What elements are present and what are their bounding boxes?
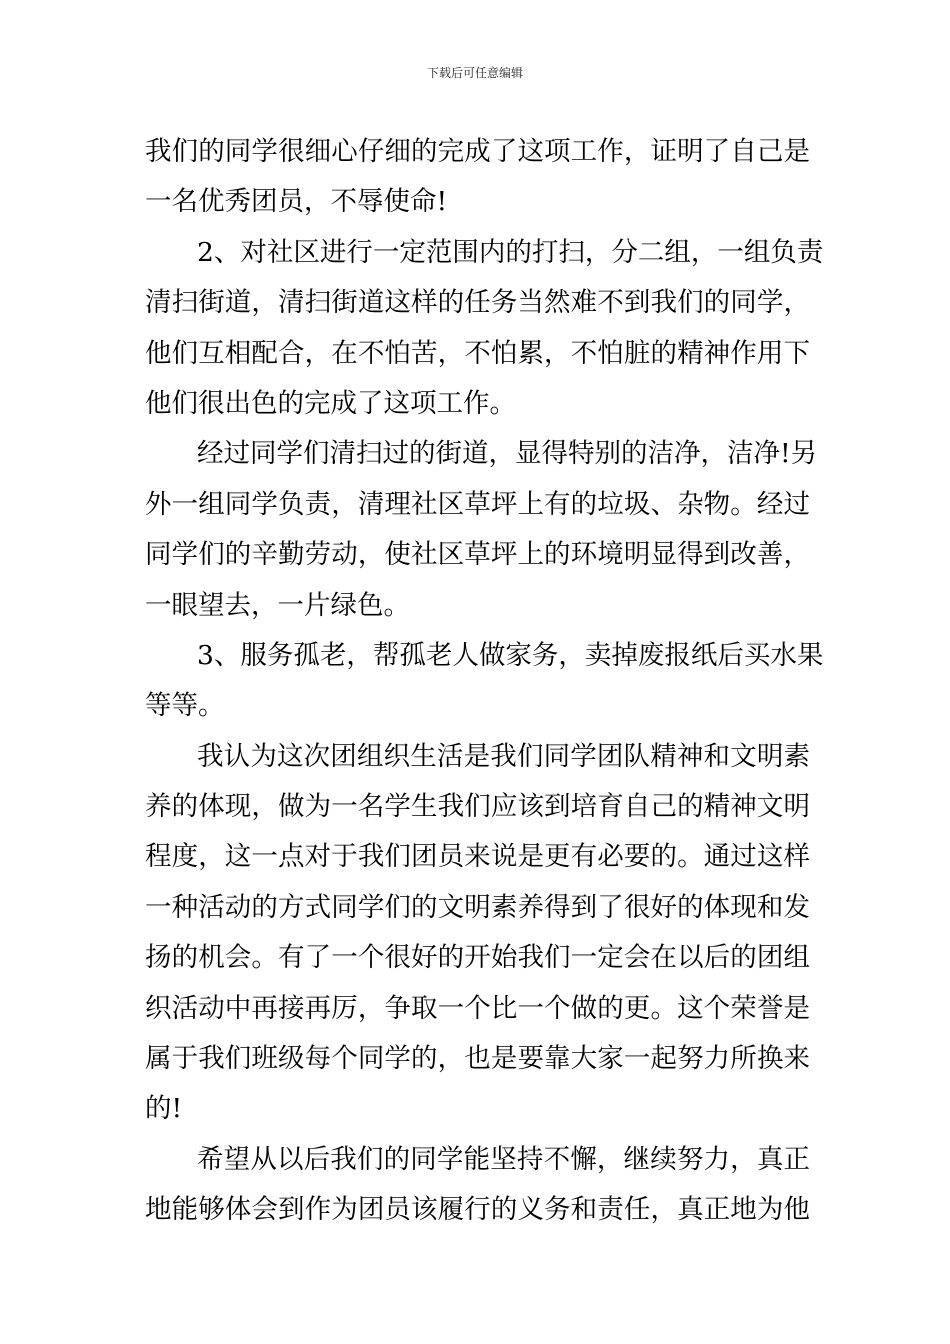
text-line: 他们互相配合，在不怕苦，不怕累，不怕脏的精神作用下 [145,337,810,369]
text-line: 程度，这一点对于我们团员来说是更有必要的。通过这样 [145,841,810,873]
page-header-note: 下载后可任意编辑 [426,66,523,80]
text-line: 扬的机会。有了一个很好的开始我们一定会在以后的团组 [145,942,810,974]
text-line: 3、服务孤老，帮孤老人做家务，卖掉废报纸后买水果 [197,639,824,671]
text-line: 属于我们班级每个同学的，也是要靠大家一起努力所换来 [145,1043,810,1075]
document-body [145,127,824,1236]
text-line: 清扫街道，清扫街道这样的任务当然难不到我们的同学， [145,287,810,319]
text-line: 同学们的辛勤劳动，使社区草坪上的环境明显得到改善， [145,539,810,571]
text-line: 地能够体会到作为团员该履行的义务和责任，真正地为他 [145,1194,810,1226]
text-line: 2、对社区进行一定范围内的打扫，分二组，一组负责 [197,236,824,268]
text-line: 一种活动的方式同学们的文明素养得到了很好的体现和发 [145,891,810,923]
text-line: 养的体现，做为一名学生我们应该到培育自己的精神文明 [145,791,810,823]
text-line: 等等。 [145,690,225,722]
text-line: 的! [145,1093,183,1125]
text-line: 我认为这次团组织生活是我们同学团队精神和文明素 [197,740,810,772]
text-line: 经过同学们清扫过的街道，显得特别的洁净，洁净!另 [197,438,818,470]
text-line: 我们的同学很细心仔细的完成了这项工作，证明了自己是 [145,136,810,167]
text-line: 希望从以后我们的同学能坚持不懈，继续努力，真正 [197,1143,810,1175]
text-line: 他们很出色的完成了这项工作。 [145,387,516,419]
text-line: 外一组同学负责，清理社区草坪上有的垃圾、杂物。经过 [145,488,810,520]
text-line: 一名优秀团员，不辱使命! [145,186,448,218]
text-line: 织活动中再接再厉，争取一个比一个做的更。这个荣誉是 [145,992,810,1024]
text-line: 一眼望去，一片绿色。 [145,589,410,621]
